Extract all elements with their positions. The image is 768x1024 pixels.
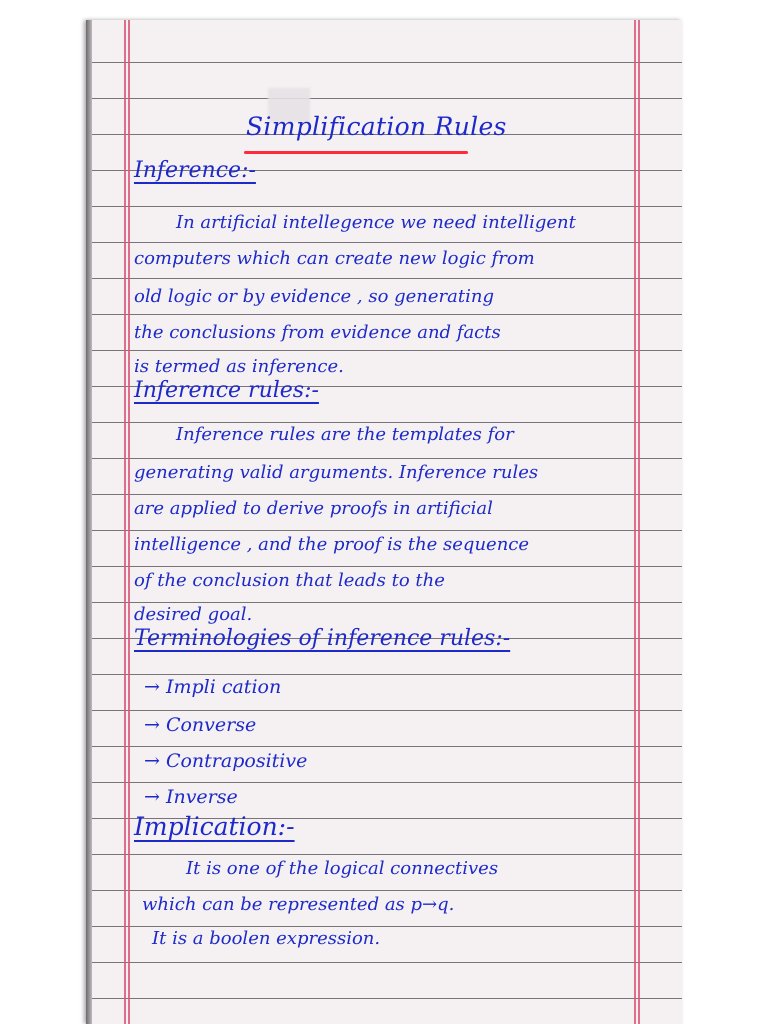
inference-rules-line: generating valid arguments. Inference rules xyxy=(134,462,539,483)
implication-heading: Implication:- xyxy=(134,812,295,841)
ruled-line xyxy=(86,602,682,603)
ruled-line xyxy=(86,98,682,99)
ruled-line xyxy=(86,854,682,855)
inference-line: old logic or by evidence , so generating xyxy=(134,286,494,307)
inference-heading: Inference:- xyxy=(134,158,256,183)
title-underline xyxy=(244,151,468,154)
ruled-line xyxy=(86,62,682,63)
inference-rules-line: desired goal. xyxy=(134,604,253,625)
implication-line: It is a boolen expression. xyxy=(152,928,381,949)
ruled-line xyxy=(86,242,682,243)
inference-rules-line: are applied to derive proofs in artificial xyxy=(134,498,493,519)
inference-line: computers which can create new logic from xyxy=(134,248,535,269)
ruled-line xyxy=(86,566,682,567)
ruled-line xyxy=(86,278,682,279)
ruled-line xyxy=(86,206,682,207)
ruled-line xyxy=(86,746,682,747)
terminology-item: → Converse xyxy=(144,714,257,736)
terminology-item: → Contrapositive xyxy=(144,750,308,772)
inference-line: In artificial intellegence we need intelligent xyxy=(176,212,576,233)
ruled-line xyxy=(86,458,682,459)
inference-line: is termed as inference. xyxy=(134,356,344,377)
terminology-item: → Inverse xyxy=(144,786,238,808)
ruled-line xyxy=(86,926,682,927)
ruled-line xyxy=(86,314,682,315)
page-title: Simplification Rules xyxy=(246,112,507,141)
ruled-line xyxy=(86,350,682,351)
ruled-line xyxy=(86,998,682,999)
terminology-item: → Impli cation xyxy=(144,676,282,698)
ruled-line xyxy=(86,674,682,675)
ruled-line xyxy=(86,494,682,495)
inference-line: the conclusions from evidence and facts xyxy=(134,322,501,343)
implication-line: It is one of the logical connectives xyxy=(186,858,499,879)
implication-line: which can be represented as p→q. xyxy=(142,894,455,915)
left-margin-line xyxy=(128,20,130,1024)
ruled-line xyxy=(86,422,682,423)
notebook-page xyxy=(86,20,682,1024)
ruled-line xyxy=(86,962,682,963)
inference-rules-heading: Inference rules:- xyxy=(134,378,319,403)
ruled-line xyxy=(86,710,682,711)
page-binding-edge xyxy=(86,20,92,1024)
ruled-line xyxy=(86,890,682,891)
ruled-line xyxy=(86,530,682,531)
left-margin-line xyxy=(124,20,126,1024)
right-margin-line xyxy=(634,20,636,1024)
right-margin-line xyxy=(638,20,640,1024)
inference-rules-line: Inference rules are the templates for xyxy=(176,424,514,445)
inference-rules-line: intelligence , and the proof is the sequence xyxy=(134,534,530,555)
terminologies-heading: Terminologies of inference rules:- xyxy=(134,626,511,651)
inference-rules-line: of the conclusion that leads to the xyxy=(134,570,445,591)
ruled-line xyxy=(86,782,682,783)
